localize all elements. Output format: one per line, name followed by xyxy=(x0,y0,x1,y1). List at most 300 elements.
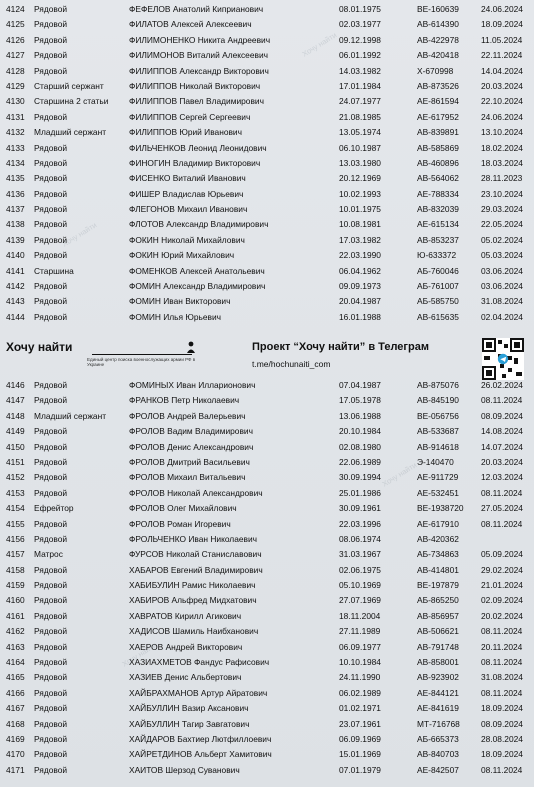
row-document-number: АВ-856957 xyxy=(417,610,459,621)
table-row xyxy=(0,578,534,593)
table-row xyxy=(0,125,534,140)
row-record-date: 29.02.2024 xyxy=(481,564,523,575)
table-row xyxy=(0,424,534,439)
row-record-date: 08.11.2024 xyxy=(481,518,523,529)
row-document-number: АЕ-615134 xyxy=(417,219,459,230)
row-full-name: ФИСЕНКО Виталий Иванович xyxy=(129,173,246,184)
row-document-number: АВ-414801 xyxy=(417,564,459,575)
row-number: 4125 xyxy=(6,19,25,30)
row-full-name: ФИЛИППОВ Николай Викторович xyxy=(129,80,261,91)
row-full-name: ФИЛИМОНЕНКО Никита Андреевич xyxy=(129,34,271,45)
row-full-name: ФРОЛОВ Денис Александрович xyxy=(129,441,254,452)
row-full-name: ФРОЛОВ Роман Игоревич xyxy=(129,518,231,529)
row-record-date: 14.07.2024 xyxy=(481,441,523,452)
table-row xyxy=(0,94,534,109)
row-number: 4171 xyxy=(6,764,25,775)
row-record-date: 08.11.2024 xyxy=(481,626,523,637)
row-document-number: АВ-460896 xyxy=(417,157,459,168)
row-full-name: ФОКИН Николай Михайлович xyxy=(129,234,245,245)
row-number: 4159 xyxy=(6,580,25,591)
row-number: 4135 xyxy=(6,173,25,184)
row-document-number: АБ-665373 xyxy=(417,733,459,744)
row-number: 4164 xyxy=(6,657,25,668)
table-row xyxy=(0,264,534,279)
row-record-date: 28.08.2024 xyxy=(481,733,523,744)
row-rank: Старшина 2 статьи xyxy=(34,96,109,107)
row-document-number: АВ-923902 xyxy=(417,672,459,683)
row-rank: Рядовой xyxy=(34,250,68,261)
row-full-name: ФЕФЕЛОВ Анатолий Киприанович xyxy=(129,4,264,14)
row-record-date: 08.11.2024 xyxy=(481,395,523,406)
row-rank: Рядовой xyxy=(34,533,68,544)
row-document-number: АВ-422978 xyxy=(417,34,459,45)
row-document-number: АВ-420362 xyxy=(417,533,459,544)
row-birth-date: 14.03.1982 xyxy=(339,65,381,76)
row-birth-date: 18.11.2004 xyxy=(339,610,381,621)
row-document-number: АЕ-911729 xyxy=(417,472,459,483)
row-rank: Рядовой xyxy=(34,456,68,467)
row-birth-date: 06.04.1962 xyxy=(339,265,381,276)
row-document-number: АЕ-842507 xyxy=(417,764,459,775)
row-document-number: ВЕ-056756 xyxy=(417,410,459,421)
table-row xyxy=(0,279,534,294)
row-birth-date: 06.01.1992 xyxy=(339,50,381,61)
row-document-number: АВ-840703 xyxy=(417,749,459,760)
row-number: 4157 xyxy=(6,549,25,560)
row-document-number: АБ-761007 xyxy=(417,281,459,292)
row-rank: Рядовой xyxy=(34,564,68,575)
row-number: 4168 xyxy=(6,718,25,729)
row-birth-date: 08.06.1974 xyxy=(339,533,381,544)
table-row xyxy=(0,547,534,562)
row-rank: Младший сержант xyxy=(34,410,107,421)
row-record-date: 02.09.2024 xyxy=(481,595,523,606)
row-number: 4129 xyxy=(6,80,25,91)
row-number: 4147 xyxy=(6,395,25,406)
row-document-number: АЕ-841619 xyxy=(417,703,459,714)
row-number: 4161 xyxy=(6,610,25,621)
row-number: 4144 xyxy=(6,311,25,322)
row-number: 4148 xyxy=(6,410,25,421)
row-number: 4139 xyxy=(6,234,25,245)
row-birth-date: 22.03.1990 xyxy=(339,250,381,261)
table-row xyxy=(0,717,534,732)
row-document-number: Ю-633372 xyxy=(417,250,457,261)
row-rank: Рядовой xyxy=(34,610,68,621)
row-rank: Рядовой xyxy=(34,65,68,76)
logo-underline xyxy=(92,354,192,355)
row-full-name: ХАИТОВ Шерзод Суванович xyxy=(129,764,240,775)
row-record-date: 08.11.2024 xyxy=(481,687,523,698)
row-full-name: ХАЕРОВ Андрей Викторович xyxy=(129,641,243,652)
row-record-date: 20.02.2024 xyxy=(481,610,523,621)
row-birth-date: 24.07.1977 xyxy=(339,96,381,107)
row-number: 4154 xyxy=(6,503,25,514)
row-birth-date: 13.05.1974 xyxy=(339,127,381,138)
row-birth-date: 22.03.1996 xyxy=(339,518,381,529)
row-rank: Рядовой xyxy=(34,50,68,61)
row-record-date: 14.08.2024 xyxy=(481,426,523,437)
row-birth-date: 07.04.1987 xyxy=(339,380,381,390)
row-record-date: 12.03.2024 xyxy=(481,472,523,483)
table-row xyxy=(0,517,534,532)
row-record-date: 11.05.2024 xyxy=(481,34,523,45)
row-document-number: АБ-760046 xyxy=(417,265,459,276)
row-rank: Рядовой xyxy=(34,204,68,215)
row-full-name: ФРОЛОВ Дмитрий Васильевич xyxy=(129,456,250,467)
row-record-date: 21.01.2024 xyxy=(481,580,523,591)
row-record-date: 08.09.2024 xyxy=(481,410,523,421)
row-number: 4137 xyxy=(6,204,25,215)
table-row xyxy=(0,655,534,670)
row-document-number: Х-670998 xyxy=(417,65,454,76)
logo-subtitle: Единый центр поиска военнослужащих армии РФ в Украине xyxy=(87,357,196,367)
row-number: 4162 xyxy=(6,626,25,637)
row-number: 4152 xyxy=(6,472,25,483)
row-number: 4138 xyxy=(6,219,25,230)
row-birth-date: 17.05.1978 xyxy=(339,395,381,406)
row-birth-date: 10.10.1984 xyxy=(339,657,381,668)
row-document-number: АВ-832039 xyxy=(417,204,459,215)
table-row xyxy=(0,686,534,701)
row-full-name: ФИЛЬЧЕНКОВ Леонид Леонидович xyxy=(129,142,267,153)
table-row xyxy=(0,470,534,485)
row-record-date: 29.03.2024 xyxy=(481,204,523,215)
table-row xyxy=(0,501,534,516)
row-birth-date: 02.06.1975 xyxy=(339,564,381,575)
row-birth-date: 01.02.1971 xyxy=(339,703,381,714)
row-birth-date: 10.01.1975 xyxy=(339,204,381,215)
row-birth-date: 17.03.1982 xyxy=(339,234,381,245)
row-rank: Рядовой xyxy=(34,518,68,529)
table-row xyxy=(0,217,534,232)
watermark: Хочу найти xyxy=(380,460,419,489)
row-rank: Рядовой xyxy=(34,764,68,775)
row-rank: Рядовой xyxy=(34,672,68,683)
table-row xyxy=(0,141,534,156)
row-document-number: АВ-506621 xyxy=(417,626,459,637)
row-birth-date: 09.09.1973 xyxy=(339,281,381,292)
row-record-date: 28.11.2023 xyxy=(481,173,523,184)
row-rank: Рядовой xyxy=(34,733,68,744)
table-row xyxy=(0,609,534,624)
row-rank: Рядовой xyxy=(34,441,68,452)
row-record-date: 05.02.2024 xyxy=(481,234,523,245)
row-record-date: 20.03.2024 xyxy=(481,456,523,467)
row-full-name: ФОМИНЫХ Иван Илларионович xyxy=(129,380,256,390)
row-number: 4166 xyxy=(6,687,25,698)
row-record-date: 27.05.2024 xyxy=(481,503,523,514)
row-full-name: ФИЛИМОНОВ Виталий Алексеевич xyxy=(129,50,268,61)
row-birth-date: 02.03.1977 xyxy=(339,19,381,30)
row-rank: Рядовой xyxy=(34,380,68,390)
table-top xyxy=(0,2,534,325)
person-search-icon xyxy=(186,341,196,354)
row-birth-date: 20.10.1984 xyxy=(339,426,381,437)
row-record-date: 08.09.2024 xyxy=(481,718,523,729)
table-row xyxy=(0,17,534,32)
table-row xyxy=(0,64,534,79)
row-full-name: ФИШЕР Владислав Юрьевич xyxy=(129,188,244,199)
row-birth-date: 21.08.1985 xyxy=(339,111,381,122)
row-number: 4153 xyxy=(6,487,25,498)
row-full-name: ФОМИН Илья Юрьевич xyxy=(129,311,222,322)
row-full-name: ХАБИБУЛИН Рамис Николаевич xyxy=(129,580,256,591)
row-full-name: ФОМИН Иван Викторович xyxy=(129,296,231,307)
row-full-name: ФРОЛОВ Андрей Валерьевич xyxy=(129,410,246,421)
row-full-name: ФИЛИППОВ Юрий Иванович xyxy=(129,127,242,138)
table-row xyxy=(0,48,534,63)
row-document-number: Э-140470 xyxy=(417,456,454,467)
row-number: 4126 xyxy=(6,34,25,45)
watermark: Хочу найти xyxy=(60,220,99,249)
row-document-number: ВЕ-160639 xyxy=(417,4,459,14)
table-row xyxy=(0,110,534,125)
row-birth-date: 06.10.1987 xyxy=(339,142,381,153)
row-birth-date: 17.01.1984 xyxy=(339,80,381,91)
row-document-number: АВ-614390 xyxy=(417,19,459,30)
row-document-number: АВ-875076 xyxy=(417,380,459,390)
row-document-number: АЕ-788334 xyxy=(417,188,459,199)
row-full-name: ФРОЛОВ Михаил Витальевич xyxy=(129,472,246,483)
row-document-number: АВ-853237 xyxy=(417,234,459,245)
row-full-name: ХАДИСОВ Шамиль Наибханович xyxy=(129,626,259,637)
row-rank: Рядовой xyxy=(34,426,68,437)
row-rank: Рядовой xyxy=(34,487,68,498)
row-document-number: АВ-585869 xyxy=(417,142,459,153)
row-full-name: ФОКИН Юрий Михайлович xyxy=(129,250,235,261)
row-number: 4130 xyxy=(6,96,25,107)
row-rank: Рядовой xyxy=(34,718,68,729)
row-rank: Младший сержант xyxy=(34,127,107,138)
qr-code-icon xyxy=(482,338,524,380)
row-number: 4143 xyxy=(6,296,25,307)
row-record-date: 03.06.2024 xyxy=(481,265,523,276)
row-record-date: 24.06.2024 xyxy=(481,111,523,122)
row-rank: Рядовой xyxy=(34,395,68,406)
row-rank: Рядовой xyxy=(34,34,68,45)
table-row xyxy=(0,563,534,578)
row-rank: Рядовой xyxy=(34,595,68,606)
row-number: 4167 xyxy=(6,703,25,714)
row-record-date: 18.09.2024 xyxy=(481,19,523,30)
row-rank: Старшина xyxy=(34,265,74,276)
row-full-name: ФЛЕГОНОВ Михаил Иванович xyxy=(129,204,248,215)
row-record-date: 20.03.2024 xyxy=(481,80,523,91)
row-document-number: МТ-716768 xyxy=(417,718,460,729)
row-full-name: ФОМИН Александр Владимирович xyxy=(129,281,266,292)
row-document-number: АВ-615635 xyxy=(417,311,459,322)
row-birth-date: 15.01.1969 xyxy=(339,749,381,760)
row-rank: Рядовой xyxy=(34,219,68,230)
row-record-date: 18.02.2024 xyxy=(481,142,523,153)
row-number: 4165 xyxy=(6,672,25,683)
row-full-name: ХАБИРОВ Альфред Мидхатович xyxy=(129,595,257,606)
row-record-date: 26.02.2024 xyxy=(481,380,523,390)
row-record-date: 31.08.2024 xyxy=(481,672,523,683)
row-record-date: 18.09.2024 xyxy=(481,703,523,714)
row-document-number: АЕ-861594 xyxy=(417,96,459,107)
table-row xyxy=(0,233,534,248)
row-birth-date: 16.01.1988 xyxy=(339,311,381,322)
table-row xyxy=(0,670,534,685)
row-number: 4163 xyxy=(6,641,25,652)
promo-title: Проект “Хочу найти” в Телеграм xyxy=(252,341,429,353)
row-record-date: 05.09.2024 xyxy=(481,549,523,560)
row-birth-date: 13.03.1980 xyxy=(339,157,381,168)
row-birth-date: 09.12.1998 xyxy=(339,34,381,45)
row-birth-date: 06.09.1969 xyxy=(339,733,381,744)
table-row xyxy=(0,409,534,424)
row-rank: Рядовой xyxy=(34,641,68,652)
table-row xyxy=(0,310,534,325)
row-document-number: АВ-564062 xyxy=(417,173,459,184)
row-document-number: АВ-858001 xyxy=(417,657,459,668)
telegram-link[interactable]: t.me/hochunaiti_com xyxy=(252,359,331,369)
row-rank: Ефрейтор xyxy=(34,503,74,514)
table-row xyxy=(0,79,534,94)
row-number: 4127 xyxy=(6,50,25,61)
table-row xyxy=(0,440,534,455)
row-number: 4136 xyxy=(6,188,25,199)
row-document-number: АЕ-844121 xyxy=(417,687,459,698)
row-full-name: ФИНОГИН Владимир Викторович xyxy=(129,157,261,168)
row-full-name: ФРОЛОВ Олег Михайлович xyxy=(129,503,237,514)
table-row xyxy=(0,640,534,655)
table-row xyxy=(0,248,534,263)
row-record-date: 23.10.2024 xyxy=(481,188,523,199)
row-rank: Рядовой xyxy=(34,4,68,14)
row-birth-date: 30.09.1961 xyxy=(339,503,381,514)
row-number: 4124 xyxy=(6,4,25,14)
row-full-name: ХАЙБУЛЛИН Вазир Аксанович xyxy=(129,703,249,714)
row-number: 4128 xyxy=(6,65,25,76)
row-rank: Рядовой xyxy=(34,111,68,122)
row-document-number: АБ-585750 xyxy=(417,296,459,307)
row-record-date: 24.06.2024 xyxy=(481,4,523,14)
row-rank: Рядовой xyxy=(34,142,68,153)
row-document-number: АЕ-532451 xyxy=(417,487,459,498)
row-birth-date: 31.03.1967 xyxy=(339,549,381,560)
row-full-name: ФРАНКОВ Петр Николаевич xyxy=(129,395,240,406)
row-birth-date: 02.08.1980 xyxy=(339,441,381,452)
row-record-date: 22.10.2024 xyxy=(481,96,523,107)
row-full-name: ФЛОТОВ Александр Владимирович xyxy=(129,219,269,230)
row-record-date: 14.04.2024 xyxy=(481,65,523,76)
row-number: 4140 xyxy=(6,250,25,261)
row-full-name: ФИЛАТОВ Алексей Алексеевич xyxy=(129,19,252,30)
row-full-name: ФИЛИППОВ Сергей Сергеевич xyxy=(129,111,251,122)
row-record-date: 02.04.2024 xyxy=(481,311,523,322)
row-birth-date: 06.09.1977 xyxy=(339,641,381,652)
row-number: 4169 xyxy=(6,733,25,744)
row-birth-date: 13.06.1988 xyxy=(339,410,381,421)
row-birth-date: 06.02.1989 xyxy=(339,687,381,698)
table-row xyxy=(0,455,534,470)
row-full-name: ХАЗИАХМЕТОВ Фандус Рафисович xyxy=(129,657,270,668)
row-number: 4151 xyxy=(6,456,25,467)
row-birth-date: 23.07.1961 xyxy=(339,718,381,729)
row-number: 4141 xyxy=(6,265,25,276)
row-rank: Рядовой xyxy=(34,687,68,698)
row-birth-date: 08.01.1975 xyxy=(339,4,381,14)
row-number: 4170 xyxy=(6,749,25,760)
row-record-date: 08.11.2024 xyxy=(481,764,523,775)
promo-banner xyxy=(0,334,534,381)
row-birth-date: 10.08.1981 xyxy=(339,219,381,230)
row-rank: Старший сержант xyxy=(34,80,104,91)
table-row xyxy=(0,747,534,762)
row-record-date: 22.11.2024 xyxy=(481,50,523,61)
row-full-name: ФРОЛОВ Вадим Владимирович xyxy=(129,426,253,437)
row-birth-date: 20.04.1987 xyxy=(339,296,381,307)
row-rank: Рядовой xyxy=(34,173,68,184)
row-record-date: 20.11.2024 xyxy=(481,641,523,652)
table-row xyxy=(0,171,534,186)
row-number: 4131 xyxy=(6,111,25,122)
row-number: 4156 xyxy=(6,533,25,544)
row-record-date: 03.06.2024 xyxy=(481,281,523,292)
row-document-number: АБ-865250 xyxy=(417,595,459,606)
table-row xyxy=(0,763,534,778)
row-rank: Матрос xyxy=(34,549,63,560)
watermark: Хочу найти xyxy=(300,30,339,59)
row-birth-date: 24.11.1990 xyxy=(339,672,381,683)
row-rank: Рядовой xyxy=(34,188,68,199)
table-bottom xyxy=(0,378,534,778)
row-full-name: ХАВРАТОВ Кирилл Агикович xyxy=(129,610,242,621)
row-full-name: ХАБАРОВ Евгений Владимирович xyxy=(129,564,263,575)
row-birth-date: 05.10.1969 xyxy=(339,580,381,591)
row-rank: Рядовой xyxy=(34,311,68,322)
row-rank: Рядовой xyxy=(34,296,68,307)
watermark: Хочу найти xyxy=(120,640,159,669)
row-document-number: АВ-791748 xyxy=(417,641,459,652)
table-row xyxy=(0,486,534,501)
row-record-date: 18.03.2024 xyxy=(481,157,523,168)
table-row xyxy=(0,187,534,202)
table-row xyxy=(0,156,534,171)
row-document-number: АВ-533687 xyxy=(417,426,459,437)
table-row xyxy=(0,393,534,408)
row-document-number: АЕ-617910 xyxy=(417,518,459,529)
row-number: 4142 xyxy=(6,281,25,292)
row-record-date: 05.03.2024 xyxy=(481,250,523,261)
row-birth-date: 27.07.1969 xyxy=(339,595,381,606)
row-birth-date: 30.09.1994 xyxy=(339,472,381,483)
row-document-number: АВ-914618 xyxy=(417,441,459,452)
table-row xyxy=(0,33,534,48)
row-record-date: 08.11.2024 xyxy=(481,487,523,498)
table-row xyxy=(0,701,534,716)
table-row xyxy=(0,593,534,608)
logo-title: Хочу найти xyxy=(6,340,73,354)
row-rank: Рядовой xyxy=(34,580,68,591)
table-row xyxy=(0,624,534,639)
table-row xyxy=(0,532,534,547)
row-number: 4160 xyxy=(6,595,25,606)
row-birth-date: 07.01.1979 xyxy=(339,764,381,775)
row-rank: Рядовой xyxy=(34,657,68,668)
row-document-number: АВ-839891 xyxy=(417,127,459,138)
row-number: 4155 xyxy=(6,518,25,529)
row-birth-date: 25.01.1986 xyxy=(339,487,381,498)
row-birth-date: 10.02.1993 xyxy=(339,188,381,199)
row-record-date: 18.09.2024 xyxy=(481,749,523,760)
row-birth-date: 22.06.1989 xyxy=(339,456,381,467)
row-number: 4132 xyxy=(6,127,25,138)
row-document-number: АВ-873526 xyxy=(417,80,459,91)
